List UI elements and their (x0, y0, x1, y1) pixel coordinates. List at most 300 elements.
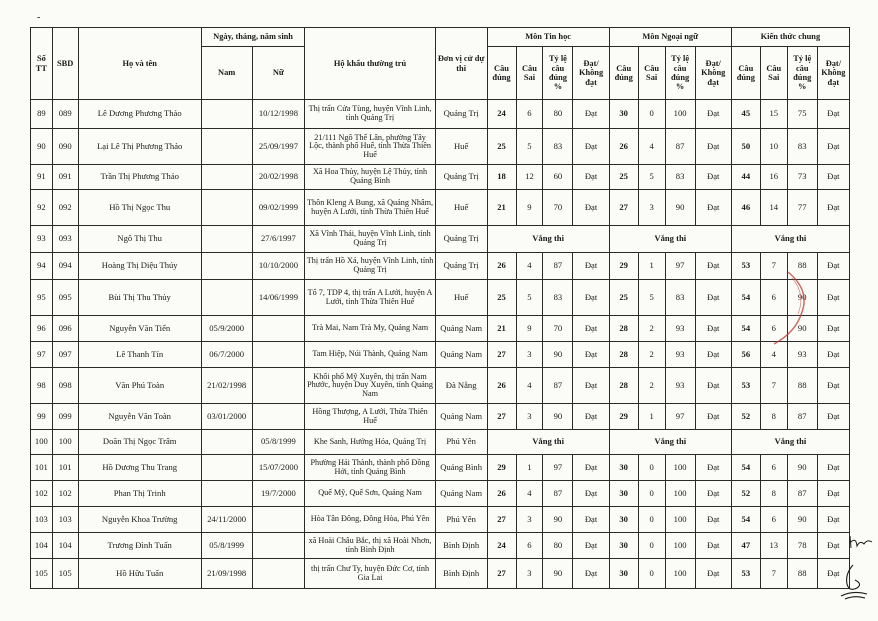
red-stamp-mark (762, 268, 812, 348)
cell-gk-correct: 54 (731, 280, 760, 316)
cell-name: Phan Thị Trinh (78, 481, 201, 507)
cell-dob-male (201, 226, 252, 253)
cell-dob-male (201, 190, 252, 226)
table-row (31, 129, 850, 165)
cell-gk-result: Đạt (817, 533, 849, 559)
cell-gk-correct: 50 (731, 129, 760, 165)
header-male: Nam (201, 47, 252, 100)
cell-dob-female (252, 507, 305, 533)
cell-fl-wrong: 0 (638, 455, 665, 481)
cell-name: Nguyễn Văn Tiến (78, 316, 201, 342)
cell-dob-female: 10/10/2000 (252, 253, 305, 280)
cell-stt: 103 (31, 507, 53, 533)
cell-it-correct: 26 (487, 253, 516, 280)
cell-gk-wrong: 8 (760, 404, 787, 430)
cell-it-correct: 24 (487, 100, 516, 129)
cell-unit: Huế (435, 190, 487, 226)
header-section-it: Môn Tin học (487, 28, 609, 47)
cell-name: Hồ Hữu Tuấn (78, 559, 201, 589)
cell-fl-rate: 97 (665, 404, 695, 430)
cell-gk-wrong: 15 (760, 100, 787, 129)
header-section-gk: Kiến thức chung (731, 28, 849, 47)
cell-fl-wrong: 4 (638, 129, 665, 165)
cell-gk-correct: 46 (731, 190, 760, 226)
cell-fl-wrong: 0 (638, 559, 665, 589)
cell-address: Thị trấn Hồ Xá, huyện Vĩnh Linh, tỉnh Quảng Trị (305, 253, 435, 280)
cell-dob-female: 05/8/1999 (252, 430, 305, 455)
cell-sbd: 104 (52, 533, 78, 559)
cell-it-wrong: 1 (516, 455, 543, 481)
cell-address: Phường Hải Thành, thành phố Đồng Hới, tỉnh Quảng Bình (305, 455, 435, 481)
cell-dob-male: 03/01/2000 (201, 404, 252, 430)
cell-name: Doãn Thị Ngọc Trâm (78, 430, 201, 455)
cell-gk-correct: 54 (731, 316, 760, 342)
cell-gk-correct: 54 (731, 507, 760, 533)
table-row (31, 165, 850, 190)
cell-dob-female (252, 342, 305, 368)
cell-unit: Quảng Trị (435, 226, 487, 253)
cell-fl-result: Đạt (695, 165, 731, 190)
cell-address: Hòa Tân Đông, Đông Hòa, Phú Yên (305, 507, 435, 533)
cell-gk-rate: 75 (787, 100, 817, 129)
cell-gk-rate: 93 (787, 342, 817, 368)
cell-address: Xã Vĩnh Thái, huyện Vĩnh Linh, tỉnh Quảng Trị (305, 226, 435, 253)
cell-fl-wrong: 1 (638, 404, 665, 430)
cell-dob-female (252, 559, 305, 589)
header-name: Họ và tên (78, 28, 201, 100)
cell-fl-result: Đạt (695, 455, 731, 481)
cell-unit: Bình Định (435, 559, 487, 589)
cell-dob-female (252, 316, 305, 342)
cell-fl-rate: 83 (665, 165, 695, 190)
cell-stt: 89 (31, 100, 53, 129)
cell-dob-male (201, 100, 252, 129)
cell-it-result: Đạt (573, 368, 609, 404)
table-row (31, 559, 850, 589)
cell-gk-rate: 90 (787, 455, 817, 481)
cell-dob-male (201, 280, 252, 316)
cell-unit: Quảng Nam (435, 404, 487, 430)
cell-gk-result: Đạt (817, 455, 849, 481)
cell-it-result: Đạt (573, 316, 609, 342)
cell-unit: Phú Yên (435, 430, 487, 455)
cell-it-rate: 80 (543, 533, 573, 559)
cell-stt: 93 (31, 226, 53, 253)
results-table (30, 27, 850, 589)
cell-it-wrong: 3 (516, 507, 543, 533)
cell-fl-result: Đạt (695, 368, 731, 404)
cell-fl-rate: 93 (665, 342, 695, 368)
table-row (31, 507, 850, 533)
cell-it-wrong: 6 (516, 100, 543, 129)
cell-stt: 97 (31, 342, 53, 368)
cell-gk-wrong: 6 (760, 316, 787, 342)
cell-name: Lê Thanh Tín (78, 342, 201, 368)
cell-fl-wrong: 0 (638, 481, 665, 507)
cell-address: Khe Sanh, Hướng Hóa, Quảng Trị (305, 430, 435, 455)
cell-gk-correct: 53 (731, 368, 760, 404)
cell-fl-wrong: 5 (638, 280, 665, 316)
cell-sbd: 097 (52, 342, 78, 368)
cell-fl-result: Đạt (695, 129, 731, 165)
cell-fl-rate: 100 (665, 507, 695, 533)
cell-it-rate: 87 (543, 253, 573, 280)
cell-it-wrong: 9 (516, 190, 543, 226)
cell-fl-wrong: 0 (638, 507, 665, 533)
cell-dob-male: 21/09/1998 (201, 559, 252, 589)
table-row (31, 316, 850, 342)
cell-it-rate: 80 (543, 100, 573, 129)
header-pass: Đạt/ Không đạt (573, 47, 609, 100)
cell-gk-wrong: 6 (760, 507, 787, 533)
cell-it-rate: 90 (543, 342, 573, 368)
cell-fl-result: Đạt (695, 507, 731, 533)
cell-it-correct: 21 (487, 316, 516, 342)
cell-dob-male: 21/02/1998 (201, 368, 252, 404)
cell-unit: Phú Yên (435, 507, 487, 533)
table-row (31, 190, 850, 226)
cell-it-result: Đạt (573, 129, 609, 165)
cell-sbd: 094 (52, 253, 78, 280)
cell-gk-result: Đạt (817, 190, 849, 226)
cell-fl-rate: 93 (665, 368, 695, 404)
cell-it-correct: 18 (487, 165, 516, 190)
header-pass: Đạt/ Không đạt (817, 47, 849, 100)
cell-it-result: Đạt (573, 253, 609, 280)
cell-it-correct: 27 (487, 342, 516, 368)
cell-unit: Quảng Nam (435, 481, 487, 507)
cell-sbd: 095 (52, 280, 78, 316)
cell-it-wrong: 9 (516, 316, 543, 342)
cell-gk-rate: 87 (787, 404, 817, 430)
cell-gk-correct: 44 (731, 165, 760, 190)
cell-fl-correct: 30 (609, 533, 638, 559)
cell-it-rate: 60 (543, 165, 573, 190)
cell-it-result: Đạt (573, 559, 609, 589)
cell-unit: Quảng Trị (435, 253, 487, 280)
header-rate: Tỷ lệ câu đúng % (787, 47, 817, 100)
cell-it-wrong: 12 (516, 165, 543, 190)
cell-gk-result: Đạt (817, 100, 849, 129)
cell-unit: Huế (435, 129, 487, 165)
cell-it-correct: 26 (487, 368, 516, 404)
cell-sbd: 103 (52, 507, 78, 533)
cell-dob-male (201, 253, 252, 280)
header-wrong: Câu Sai (516, 47, 543, 100)
cell-gk-absent: Vắng thi (731, 430, 849, 455)
cell-fl-result: Đạt (695, 280, 731, 316)
cell-unit: Quảng Trị (435, 100, 487, 129)
cell-stt: 94 (31, 253, 53, 280)
cell-dob-female: 10/12/1998 (252, 100, 305, 129)
cell-name: Nguyễn Văn Toàn (78, 404, 201, 430)
cell-gk-rate: 77 (787, 190, 817, 226)
cell-gk-correct: 47 (731, 533, 760, 559)
cell-address: Tam Hiệp, Núi Thành, Quảng Nam (305, 342, 435, 368)
cell-fl-correct: 29 (609, 253, 638, 280)
cell-fl-correct: 30 (609, 507, 638, 533)
cell-it-wrong: 6 (516, 533, 543, 559)
table-row (31, 481, 850, 507)
cell-it-wrong: 4 (516, 368, 543, 404)
cell-it-result: Đạt (573, 507, 609, 533)
table-row (31, 253, 850, 280)
cell-dob-female: 09/02/1999 (252, 190, 305, 226)
cell-address: thị trấn Chư Ty, huyện Đức Cơ, tỉnh Gia Lai (305, 559, 435, 589)
cell-gk-wrong: 7 (760, 368, 787, 404)
cell-gk-rate: 87 (787, 481, 817, 507)
cell-it-rate: 90 (543, 507, 573, 533)
header-correct: Câu đúng (609, 47, 638, 100)
cell-it-correct: 29 (487, 455, 516, 481)
cell-address: Khối phố Mỹ Xuyên, thị trấn Nam Phước, huyện Duy Xuyên, tỉnh Quảng Nam (305, 368, 435, 404)
cell-stt: 98 (31, 368, 53, 404)
cell-gk-result: Đạt (817, 129, 849, 165)
cell-gk-result: Đạt (817, 368, 849, 404)
cell-gk-correct: 45 (731, 100, 760, 129)
cell-unit: Huế (435, 280, 487, 316)
cell-unit: Quảng Nam (435, 316, 487, 342)
cell-sbd: 091 (52, 165, 78, 190)
cell-fl-correct: 30 (609, 559, 638, 589)
cell-gk-rate: 73 (787, 165, 817, 190)
cell-it-rate: 83 (543, 280, 573, 316)
cell-it-correct: 21 (487, 190, 516, 226)
cell-sbd: 099 (52, 404, 78, 430)
cell-fl-result: Đạt (695, 253, 731, 280)
cell-sbd: 102 (52, 481, 78, 507)
header-rate: Tỷ lệ câu đúng % (665, 47, 695, 100)
cell-dob-female: 15/07/2000 (252, 455, 305, 481)
cell-gk-wrong: 6 (760, 455, 787, 481)
cell-fl-correct: 25 (609, 280, 638, 316)
cell-it-result: Đạt (573, 342, 609, 368)
cell-address: Trà Mai, Nam Trà My, Quảng Nam (305, 316, 435, 342)
cell-gk-rate: 90 (787, 316, 817, 342)
cell-gk-absent: Vắng thi (731, 226, 849, 253)
cell-it-rate: 90 (543, 404, 573, 430)
cell-fl-wrong: 2 (638, 368, 665, 404)
header-sbd: SBD (52, 28, 78, 100)
cell-dob-male: 05/8/1999 (201, 533, 252, 559)
cell-name: Lê Dương Phương Thảo (78, 100, 201, 129)
cell-fl-rate: 83 (665, 280, 695, 316)
cell-gk-result: Đạt (817, 316, 849, 342)
cell-gk-rate: 78 (787, 533, 817, 559)
cell-fl-correct: 28 (609, 368, 638, 404)
cell-stt: 100 (31, 430, 53, 455)
cell-dob-female: 27/6/1997 (252, 226, 305, 253)
cell-fl-result: Đạt (695, 533, 731, 559)
cell-it-wrong: 4 (516, 481, 543, 507)
cell-stt: 92 (31, 190, 53, 226)
cell-dob-female (252, 404, 305, 430)
cell-name: Trần Thị Phương Thảo (78, 165, 201, 190)
cell-it-rate: 70 (543, 190, 573, 226)
cell-it-result: Đạt (573, 190, 609, 226)
cell-fl-rate: 100 (665, 481, 695, 507)
cell-it-result: Đạt (573, 533, 609, 559)
cell-fl-wrong: 1 (638, 253, 665, 280)
cell-stt: 102 (31, 481, 53, 507)
cell-it-correct: 27 (487, 507, 516, 533)
cell-gk-rate: 83 (787, 129, 817, 165)
cell-name: Bùi Thị Thu Thủy (78, 280, 201, 316)
cell-unit: Quảng Bình (435, 455, 487, 481)
header-rate: Tỷ lệ câu đúng % (543, 47, 573, 100)
cell-it-rate: 87 (543, 368, 573, 404)
cell-it-result: Đạt (573, 100, 609, 129)
cell-stt: 104 (31, 533, 53, 559)
cell-it-result: Đạt (573, 481, 609, 507)
cell-it-wrong: 5 (516, 129, 543, 165)
cell-it-absent: Vắng thi (487, 226, 609, 253)
header-correct: Câu đúng (487, 47, 516, 100)
table-row (31, 280, 850, 316)
cell-fl-rate: 97 (665, 253, 695, 280)
cell-gk-correct: 53 (731, 559, 760, 589)
cell-it-correct: 27 (487, 404, 516, 430)
table-row (31, 455, 850, 481)
cell-name: Lại Lê Thị Phương Thảo (78, 129, 201, 165)
cell-dob-female: 25/09/1997 (252, 129, 305, 165)
cell-it-absent: Vắng thi (487, 430, 609, 455)
cell-sbd: 096 (52, 316, 78, 342)
cell-fl-wrong: 2 (638, 342, 665, 368)
cell-dob-male (201, 165, 252, 190)
cell-fl-result: Đạt (695, 190, 731, 226)
cell-sbd: 098 (52, 368, 78, 404)
cell-name: Hồ Thị Ngọc Thu (78, 190, 201, 226)
cell-it-rate: 90 (543, 559, 573, 589)
cell-fl-correct: 29 (609, 404, 638, 430)
cell-fl-correct: 25 (609, 165, 638, 190)
cell-it-result: Đạt (573, 404, 609, 430)
cell-fl-result: Đạt (695, 404, 731, 430)
header-wrong: Câu Sai (638, 47, 665, 100)
cell-gk-result: Đạt (817, 165, 849, 190)
cell-gk-rate: 90 (787, 507, 817, 533)
cell-name: Ngô Thị Thu (78, 226, 201, 253)
cell-unit: Quảng Trị (435, 165, 487, 190)
cell-gk-result: Đạt (817, 481, 849, 507)
cell-fl-absent: Vắng thi (609, 430, 731, 455)
cell-unit: Đà Nẵng (435, 368, 487, 404)
cell-it-correct: 24 (487, 533, 516, 559)
cell-fl-rate: 87 (665, 129, 695, 165)
cell-fl-correct: 30 (609, 481, 638, 507)
cell-unit: Quảng Nam (435, 342, 487, 368)
cell-address: Tổ 7, TDP 4, thị trấn A Lưới, huyện A Lưới, tỉnh Thừa Thiên Huế (305, 280, 435, 316)
cell-dob-male: 24/11/2000 (201, 507, 252, 533)
cell-fl-rate: 90 (665, 190, 695, 226)
cell-gk-wrong: 7 (760, 559, 787, 589)
cell-fl-result: Đạt (695, 100, 731, 129)
cell-address: Thị trấn Cửa Tùng, huyện Vĩnh Linh, tỉnh Quảng Trị (305, 100, 435, 129)
cell-stt: 101 (31, 455, 53, 481)
cell-name: Văn Phú Toàn (78, 368, 201, 404)
cell-it-result: Đạt (573, 165, 609, 190)
cell-fl-correct: 30 (609, 455, 638, 481)
cell-name: Hoàng Thị Diệu Thúy (78, 253, 201, 280)
cell-gk-result: Đạt (817, 507, 849, 533)
table-row (31, 404, 850, 430)
cell-dob-male (201, 481, 252, 507)
cell-gk-wrong: 8 (760, 481, 787, 507)
cell-dob-female: 20/02/1998 (252, 165, 305, 190)
cell-fl-result: Đạt (695, 316, 731, 342)
table-row (31, 368, 850, 404)
cell-gk-rate: 88 (787, 559, 817, 589)
table-row (31, 430, 850, 455)
cell-gk-wrong: 16 (760, 165, 787, 190)
cell-it-correct: 27 (487, 559, 516, 589)
cell-fl-result: Đạt (695, 481, 731, 507)
cell-address: Quế Mỹ, Quế Sơn, Quảng Nam (305, 481, 435, 507)
cell-gk-wrong: 14 (760, 190, 787, 226)
cell-dob-female (252, 368, 305, 404)
signature-mark-right (848, 532, 874, 552)
cell-fl-rate: 100 (665, 533, 695, 559)
cell-it-correct: 25 (487, 129, 516, 165)
cell-stt: 105 (31, 559, 53, 589)
cell-it-wrong: 5 (516, 280, 543, 316)
cell-gk-result: Đạt (817, 559, 849, 589)
cell-name: Hồ Dương Thu Trang (78, 455, 201, 481)
cell-it-rate: 83 (543, 129, 573, 165)
header-stt: Số TT (31, 28, 53, 100)
cell-sbd: 101 (52, 455, 78, 481)
cell-fl-result: Đạt (695, 559, 731, 589)
cell-sbd: 090 (52, 129, 78, 165)
cell-it-wrong: 3 (516, 404, 543, 430)
cell-fl-result: Đạt (695, 342, 731, 368)
cell-dob-female: 19/7/2000 (252, 481, 305, 507)
signature-mark-bottom (835, 562, 871, 602)
cell-fl-wrong: 0 (638, 533, 665, 559)
cell-dob-male: 06/7/2000 (201, 342, 252, 368)
cell-gk-correct: 54 (731, 455, 760, 481)
header-female: Nữ (252, 47, 305, 100)
cell-gk-wrong: 10 (760, 129, 787, 165)
cell-dob-female: 14/06/1999 (252, 280, 305, 316)
table-row (31, 533, 850, 559)
cell-dob-male (201, 455, 252, 481)
cell-stt: 95 (31, 280, 53, 316)
cell-dob-female (252, 533, 305, 559)
cell-gk-correct: 52 (731, 404, 760, 430)
cell-sbd: 092 (52, 190, 78, 226)
cell-fl-wrong: 3 (638, 190, 665, 226)
cell-fl-correct: 26 (609, 129, 638, 165)
cell-it-result: Đạt (573, 280, 609, 316)
cell-it-correct: 25 (487, 280, 516, 316)
cell-fl-rate: 100 (665, 559, 695, 589)
cell-name: Nguyễn Khoa Trường (78, 507, 201, 533)
cell-fl-wrong: 2 (638, 316, 665, 342)
cell-it-wrong: 3 (516, 559, 543, 589)
cell-dob-male (201, 430, 252, 455)
cell-gk-rate: 88 (787, 368, 817, 404)
header-address: Hộ khẩu thường trú (305, 28, 435, 100)
cell-gk-result: Đạt (817, 404, 849, 430)
cell-address: xã Hoài Châu Bắc, thị xã Hoài Nhơn, tỉnh Bình Định (305, 533, 435, 559)
table-row (31, 342, 850, 368)
cell-gk-result: Đạt (817, 253, 849, 280)
table-body (31, 100, 850, 589)
cell-sbd: 100 (52, 430, 78, 455)
header-pass: Đạt/ Không đạt (695, 47, 731, 100)
